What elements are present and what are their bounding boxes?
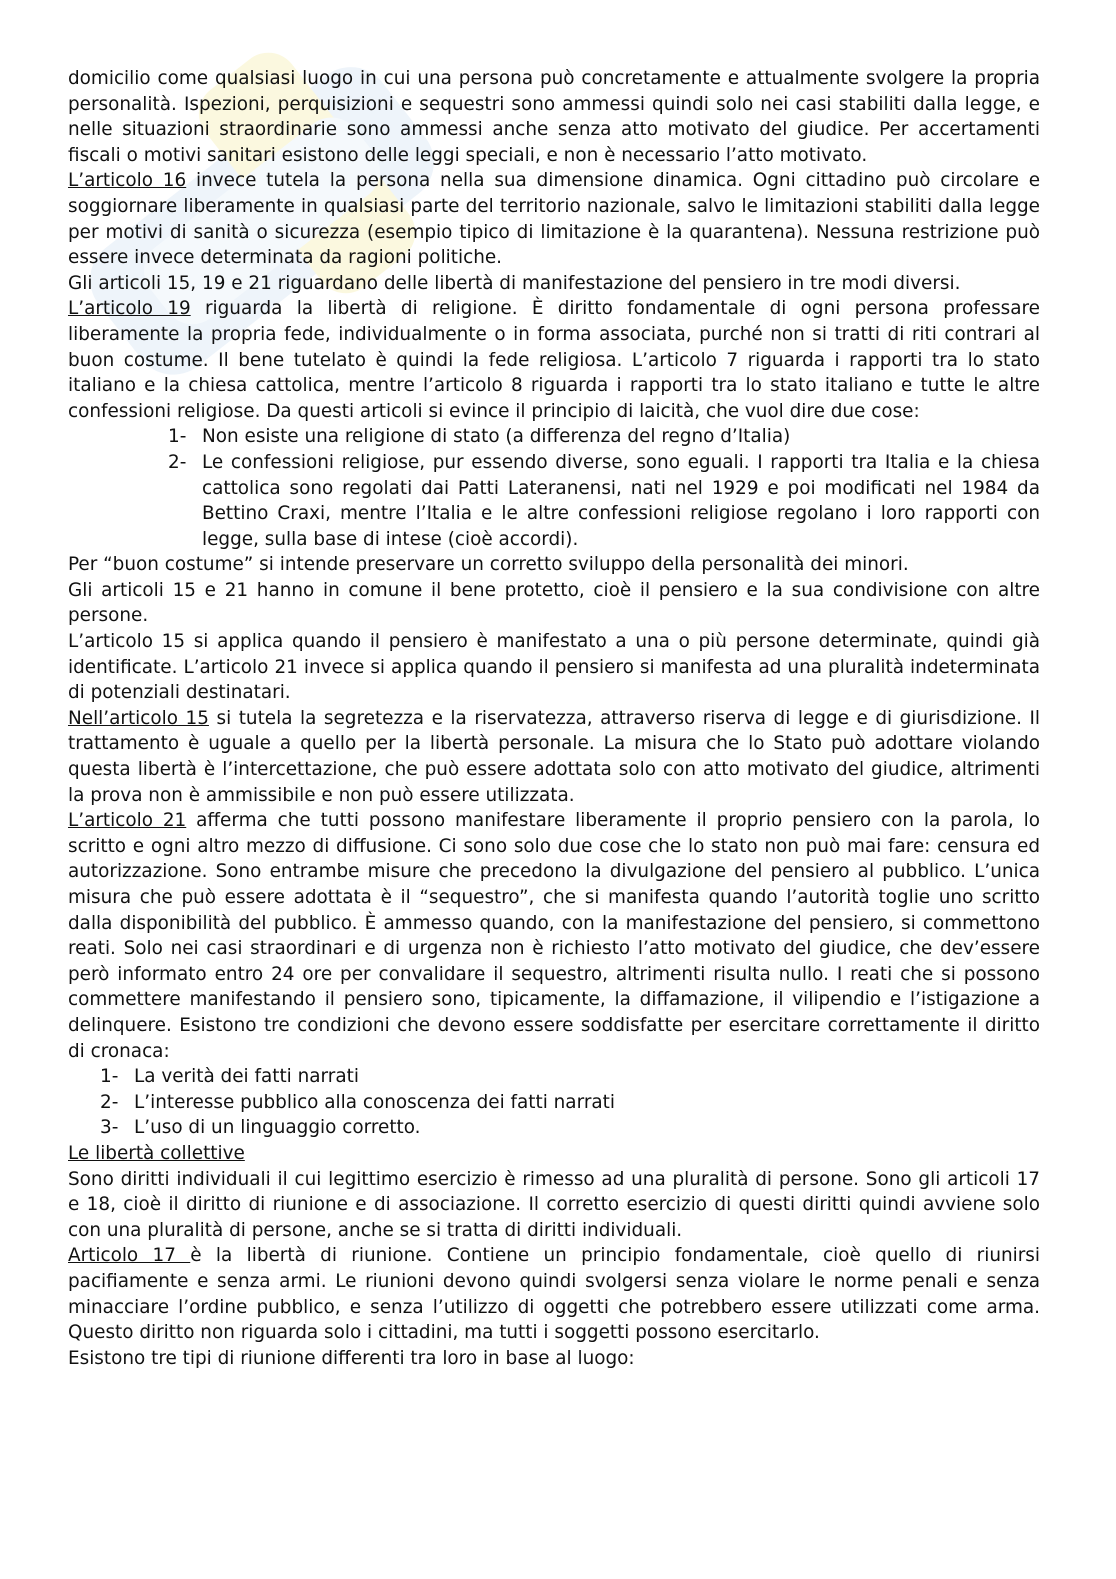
link-articolo-16: L’articolo 16: [68, 170, 187, 192]
paragraph-tipi-riunione: Esistono tre tipi di riunione differenti tra loro in base al luogo:: [68, 1347, 635, 1369]
link-articolo-21: L’articolo 21: [68, 810, 187, 832]
paragraph-articoli-15-21: Gli articoli 15 e 21 hanno in comune il bene protetto, cioè il pensiero e la sua condivisione con altre persone.: [68, 579, 1040, 627]
link-articolo-19: L’articolo 19: [68, 298, 191, 320]
paragraph-buon-costume: Per “buon costume” si intende preservare un corretto sviluppo della personalità dei minori.: [68, 554, 909, 576]
paragraph-applicazione: L’articolo 15 si applica quando il pensiero è manifestato a una o più persone determinate, quindi già identificate. L’articolo 21 invece si applica quando il pensiero si manifesta ad una pluralità indeterminata di potenziali destinatari.: [68, 631, 1040, 704]
list-item: 2- L’interesse pubblico alla conoscenza dei fatti narrati: [100, 1091, 615, 1113]
paragraph-articolo-19: L’articolo 19 riguarda la libertà di religione. È diritto fondamentale di ogni persona professare liberamente la propria fede, individualmente o in forma associata, purché non si tratti di riti contrari al buon costume. Il bene tutelato è quindi la fede religiosa. L’articolo 7 riguarda i rapporti tra lo stato italiano e la chiesa cattolica, mentre l’articolo 8 riguarda i rapporti tra lo stato italiano e tutte le altre confessioni religiose. Da questi articoli si evince il principio di laicità, che vuol dire due cose:: [68, 298, 1040, 422]
list-item: 1- La verità dei fatti narrati: [100, 1066, 359, 1088]
paragraph-articolo-21: L’articolo 21 afferma che tutti possono manifestare liberamente il proprio pensiero con la parola, lo scritto e ogni altro mezzo di diffusione. Ci sono solo due cose che lo stato non può mai fare: censura ed autorizzazione. Sono entrambe misure che precedono la divulgazione del pensiero al pubblico. L’unica misura che può essere adottata è il “sequestro”, che si manifesta quando l’autorità toglie uno scritto dalla disponibilità del pubblico. È ammesso quando, con la manifestazione del pensiero, si commettono reati. Solo nei casi straordinari e di urgenza non è richiesto l’atto motivato del giudice, che dev’essere però informato entro 24 ore per convalidare il sequestro, altrimenti risulta nullo. I reati che si possono commettere manifestando il pensiero sono, tipicamente, la diffamazione, il vilipendio e l’istigazione a delinquere. Esistono tre condizioni che devono essere soddisfatte per esercitare correttamente il diritto di cronaca:: [68, 810, 1040, 1062]
list-item: 3- L’uso di un linguaggio corretto.: [100, 1117, 421, 1139]
cronaca-list: [68, 1064, 1040, 1141]
paragraph-articolo-17: Articolo 17 è la libertà di riunione. Contiene un principio fondamentale, cioè quello di riunirsi pacifiamente e senza armi. Le riunioni devono quindi svolgersi senza violare le norme penali e senza minacciare l’ordine pubblico, e senza l’utilizzo di oggetti che potrebbero essere utilizzati come arma. Questo diritto non riguarda solo i cittadini, ma tutti i soggetti possono esercitarlo.: [68, 1245, 1040, 1344]
paragraph-articolo-15: Nell’articolo 15 si tutela la segretezza e la riservatezza, attraverso riserva di legge e di giurisdizione. Il trattamento è uguale a quello per la libertà personale. La misura che lo Stato può adottare violando questa libertà è l’intercettazione, che può essere adottata solo con atto motivato del giudice, altrimenti la prova non è ammissibile e non può essere utilizzata.: [68, 707, 1041, 806]
list-item: 2- Le confessioni religiose, pur essendo diverse, sono eguali. I rapporti tra Italia e la chiesa cattolica sono regolati dai Patti Lateranensi, nati nel 1929 e poi modificati nel 1984 da Bettino Craxi, mentre l’Italia e le altre confessioni religiose regolano i loro rapporti con legge, sulla base di intese (cioè accordi).: [168, 451, 1040, 550]
paragraph-domicilio: domicilio come qualsiasi luogo in cui una persona può concretamente e attualmente svolgere la propria personalità. Ispezioni, perquisizioni e sequestri sono ammessi quindi solo nei casi stabiliti dalla legge, e nelle situazioni straordinarie sono ammessi anche senza atto motivato del giudice. Per accertamenti fiscali o motivi sanitari esistono delle leggi speciali, e non è necessario l’atto motivato.: [68, 68, 1040, 166]
laicita-list: [68, 424, 1040, 552]
list-item: 1- Non esiste una religione di stato (a differenza del regno d’Italia): [168, 426, 791, 448]
paragraph-articoli-15-19-21: Gli articoli 15, 19 e 21 riguardano delle libertà di manifestazione del pensiero in tre modi diversi.: [68, 272, 961, 294]
paragraph-articolo-16: L’articolo 16 invece tutela la persona nella sua dimensione dinamica. Ogni cittadino può circolare e soggiornare liberamente in qualsiasi parte del territorio nazionale, salvo le limitazioni stabiliti dalla legge per motivi di sanità o sicurezza (esempio tipico di limitazione è la quarantena). Nessuna restrizione può essere invece determinata da ragioni politiche.: [68, 170, 1041, 269]
section-heading: Le libertà collettive: [68, 1142, 245, 1164]
link-articolo-15: Nell’articolo 15: [68, 707, 209, 729]
document-page: [68, 66, 1040, 1371]
paragraph-liberta-collettive: Sono diritti individuali il cui legittimo esercizio è rimesso ad una pluralità di persone. Sono gli articoli 17 e 18, cioè il diritto di riunione e di associazione. Il corretto esercizio di questi diritti quindi avviene solo con una pluralità di persone, anche se si tratta di diritti individuali.: [68, 1168, 1040, 1241]
link-articolo-17: Articolo 17: [68, 1245, 191, 1267]
